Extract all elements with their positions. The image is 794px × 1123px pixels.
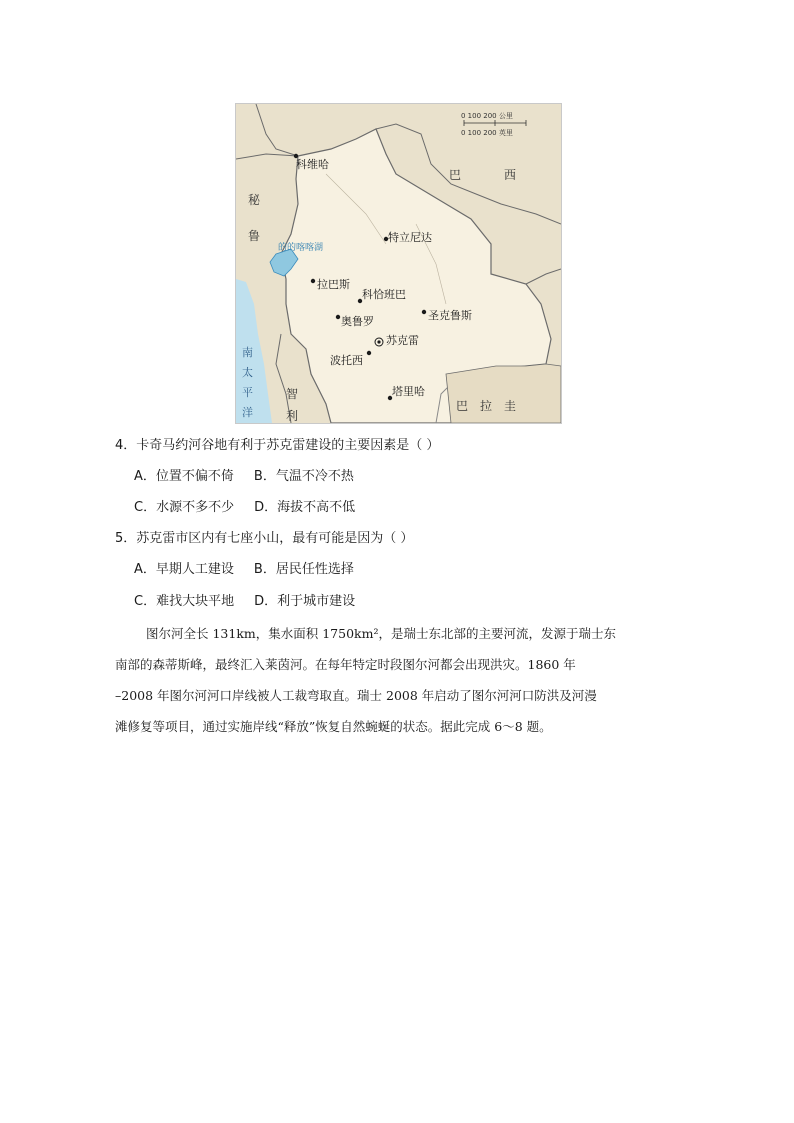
- city-label: 苏克雷: [386, 334, 419, 347]
- city-oruro: [336, 314, 374, 328]
- passage-line-3: –2008 年图尔河河口岸线被人工裁弯取直。瑞士 2008 年启动了图尔河河口防洪及河漫: [115, 688, 597, 703]
- option-c[interactable]: C．水源不多不少: [134, 500, 235, 515]
- scale-mi-label: 0 100 200 英里: [461, 129, 513, 137]
- city-dot: [311, 279, 315, 283]
- question-4-options-row-1: [134, 469, 354, 485]
- country-chile-char-2: 利: [286, 409, 299, 423]
- map-svg: [236, 104, 561, 423]
- option-d[interactable]: D．利于城市建设: [254, 594, 356, 609]
- sea-label-char-3: 平: [242, 386, 253, 399]
- sea-label-char-1: 南: [242, 346, 253, 359]
- question-5-options-row-2: [134, 594, 355, 610]
- paraguay-region: [446, 364, 561, 423]
- city-cochabamba: [358, 287, 406, 303]
- city-label: 科维哈: [296, 158, 329, 171]
- city-label: 奥鲁罗: [341, 315, 374, 328]
- city-label: 科恰班巴: [362, 288, 406, 301]
- city-dot: [422, 310, 426, 314]
- country-paraguay-char-1: 巴: [456, 399, 469, 413]
- country-brazil-char-2: 西: [504, 168, 517, 182]
- country-paraguay-char-2: 拉: [480, 399, 493, 413]
- question-5-options-row-1: [134, 562, 354, 578]
- city-tarija: [388, 384, 425, 400]
- option-c[interactable]: C．难找大块平地: [134, 594, 235, 609]
- passage-line-2: 南部的森蒂斯峰，最终汇入莱茵河。在每年特定时段图尔河都会出现洪灾。1860 年: [115, 657, 576, 672]
- city-label: 特立尼达: [388, 231, 432, 244]
- city-label: 拉巴斯: [317, 278, 350, 291]
- lake-label: 的的喀喀湖: [278, 243, 324, 253]
- city-santa-cruz: [422, 308, 472, 322]
- option-b[interactable]: B．气温不冷不热: [253, 469, 354, 484]
- bolivia-map: [235, 103, 562, 424]
- passage-line-1: 图尔河全长 131km，集水面积 1750km²，是瑞士东北部的主要河流，发源于瑞士东: [146, 626, 616, 641]
- option-a[interactable]: A．早期人工建设: [134, 562, 234, 577]
- city-dot: [367, 351, 371, 355]
- city-trinidad: [384, 230, 432, 244]
- option-b[interactable]: B．居民任性选择: [253, 562, 354, 577]
- country-paraguay-char-3: 圭: [504, 399, 517, 413]
- option-a[interactable]: A．位置不偏不倚: [134, 469, 234, 484]
- scale-km-label: 0 100 200 公里: [461, 112, 513, 120]
- question-4-options-row-2: [134, 500, 355, 516]
- passage-line-4: 滩修复等项目，通过实施岸线“释放”恢复自然蜿蜒的状态。据此完成 6～8 题。: [115, 719, 552, 734]
- country-peru-char-2: 鲁: [248, 229, 261, 243]
- sea-label-char-2: 太: [242, 366, 253, 379]
- city-dot: [377, 340, 380, 343]
- question-4-stem: 4．卡奇马约河谷地有利于苏克雷建设的主要因素是（ ）: [115, 438, 440, 453]
- city-dot: [336, 315, 340, 319]
- country-chile-char-1: 智: [286, 387, 299, 401]
- question-5-stem: 5．苏克雷市区内有七座小山，最有可能是因为（ ）: [115, 531, 414, 546]
- country-peru-char-1: 秘: [248, 193, 261, 207]
- sea-label-char-4: 洋: [242, 406, 253, 419]
- city-label: 塔里哈: [392, 385, 425, 398]
- city-la-paz: [311, 277, 350, 291]
- city-label: 波托西: [330, 354, 363, 367]
- country-brazil-char-1: 巴: [449, 168, 462, 182]
- city-label: 圣克鲁斯: [428, 309, 472, 322]
- option-d[interactable]: D．海拔不高不低: [254, 500, 356, 515]
